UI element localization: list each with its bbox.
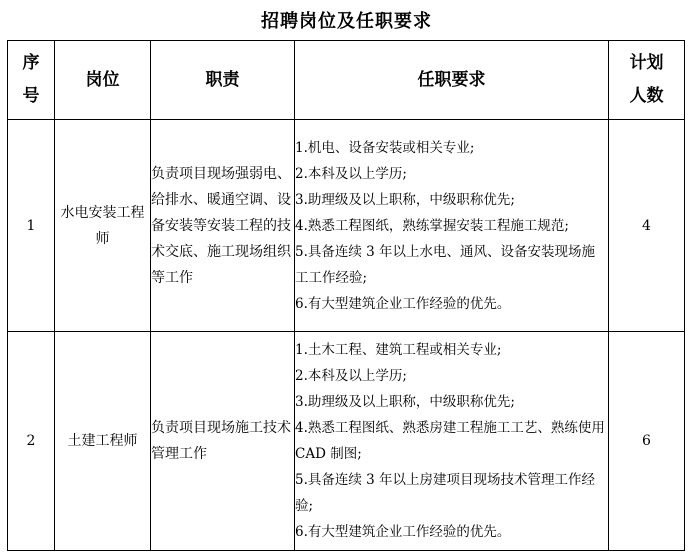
row-headcount: 4	[609, 120, 685, 332]
header-headcount: 计划人数	[609, 41, 685, 120]
requirement-item: 6.有大型建筑企业工作经验的优先。	[295, 295, 511, 312]
requirement-item: 4.熟悉工程图纸，熟练掌握安装工程施工规范;	[295, 217, 569, 234]
row-headcount: 6	[609, 332, 685, 551]
row-position: 水电安装工程师	[55, 120, 151, 332]
document-title: 招聘岗位及任职要求	[261, 11, 432, 32]
requirement-item: 2.本科及以上学历;	[295, 165, 407, 182]
recruitment-table	[7, 40, 685, 551]
requirement-item: 3.助理级及以上职称，中级职称优先;	[295, 394, 515, 410]
header-position: 岗位	[55, 41, 151, 120]
row-duties: 负责项目现场施工技术管理工作	[151, 332, 295, 551]
header-requirements: 任职要求	[295, 41, 609, 120]
table-header-row	[8, 41, 685, 120]
requirement-item: 5.具备连续 3 年以上房建项目现场技术管理工作经验;	[295, 472, 596, 514]
requirement-item: 6.有大型建筑企业工作经验的优先。	[295, 524, 511, 540]
requirement-item: 1.土木工程、建筑工程或相关专业;	[295, 342, 502, 358]
table-row	[8, 120, 685, 332]
requirement-item: 4.熟悉工程图纸、熟悉房建工程施工工艺、熟练使用 CAD 制图;	[295, 420, 605, 462]
requirement-item: 2.本科及以上学历;	[295, 368, 407, 384]
requirement-item: 3.助理级及以上职称，中级职称优先;	[295, 191, 515, 208]
requirement-item: 5.具备连续 3 年以上水电、通风、设备安装现场施工工作经验;	[295, 243, 596, 286]
row-requirements	[295, 332, 609, 551]
header-index: 序号	[8, 41, 55, 120]
row-duties: 负责项目现场强弱电、给排水、暖通空调、设备安装等安装工程的技术交底、施工现场组织等工作	[151, 120, 295, 332]
row-index: 1	[8, 120, 55, 332]
row-index: 2	[8, 332, 55, 551]
row-position: 土建工程师	[55, 332, 151, 551]
table-row	[8, 332, 685, 551]
requirement-item: 1.机电、设备安装或相关专业;	[295, 139, 475, 156]
row-requirements	[295, 120, 609, 332]
header-duties: 职责	[151, 41, 295, 120]
